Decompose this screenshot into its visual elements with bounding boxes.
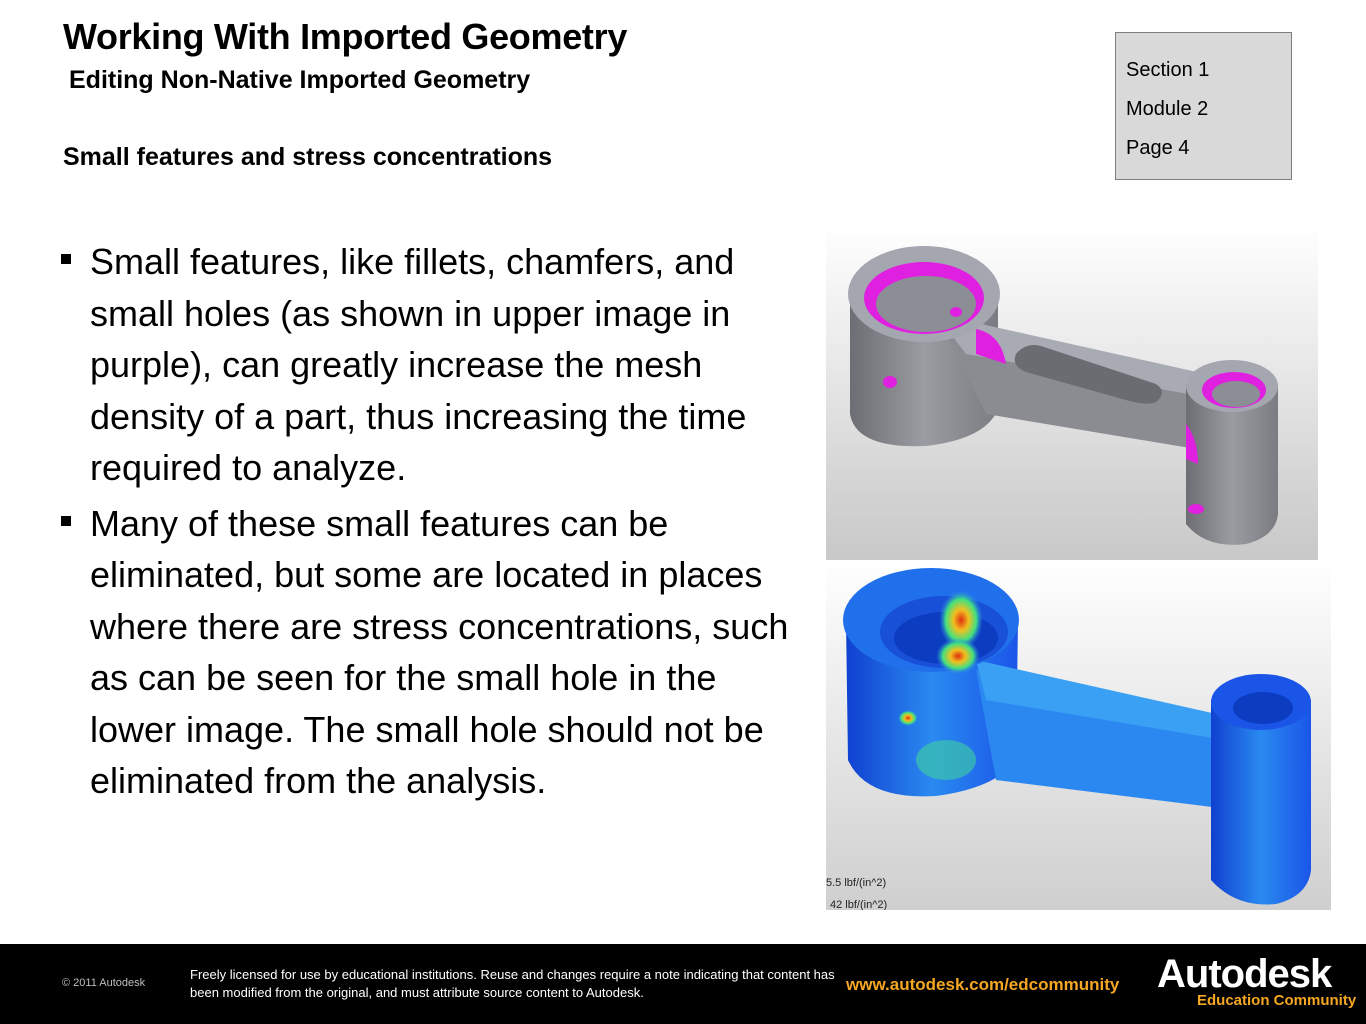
page-subtitle: Editing Non-Native Imported Geometry (69, 66, 531, 94)
edcommunity-link[interactable]: www.autodesk.com/edcommunity (846, 975, 1120, 994)
navigation-box (1115, 32, 1292, 180)
section-heading: Small features and stress concentrations (63, 143, 553, 171)
license-text: Freely licensed for use by educational institutions. Reuse and changes require a note indicating that content has been modified from the original, and must attribute source content to Autodesk. (190, 967, 835, 1000)
footer-bar (0, 944, 1366, 1024)
bullet-square-icon (61, 516, 71, 526)
page-title: Working With Imported Geometry (63, 16, 628, 57)
connecting-rod-drawing (826, 224, 1318, 560)
nav-module: Module 2 (1126, 98, 1209, 120)
connecting-rod-image (826, 224, 1318, 560)
bullet-text: Small features, like fillets, chamfers, and small holes (as shown in upper image in purple), can greatly increase the mesh density of a part, thus increasing the time required to analyze. (90, 241, 747, 488)
nav-page: Page 4 (1126, 137, 1190, 159)
bullet-item (58, 498, 798, 807)
nav-section: Section 1 (1126, 59, 1210, 81)
bullet-item (58, 236, 798, 494)
stress-legend-min: 42 lbf/(in^2) (830, 899, 888, 910)
stress-plot-drawing (826, 560, 1331, 910)
bullet-list (58, 236, 798, 811)
education-community-label: Education Community (1197, 992, 1357, 1009)
bullet-square-icon (61, 254, 71, 264)
stress-analysis-image (826, 560, 1331, 910)
copyright-text: © 2011 Autodesk (62, 977, 146, 989)
autodesk-logo: Autodesk (1157, 952, 1332, 996)
bullet-text: Many of these small features can be eliminated, but some are located in places where there are stress concentrations, such as can be seen for the small hole in the lower image. The small hole should not be eliminated from the analysis. (90, 502, 789, 801)
stress-legend-max: 5.5 lbf/(in^2) (826, 877, 887, 889)
